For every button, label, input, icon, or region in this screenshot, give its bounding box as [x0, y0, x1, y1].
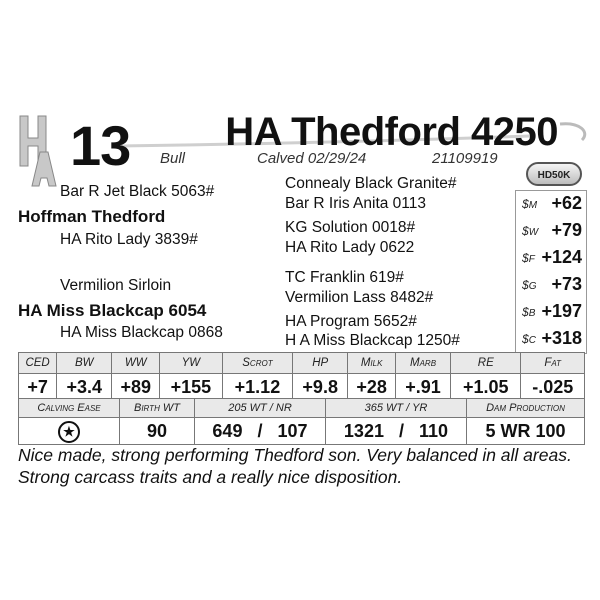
pedigree-right-2: Bar R Iris Anita 0113: [285, 195, 427, 212]
dollar-index-f: $F +124: [522, 247, 582, 267]
epd-value: -.025: [521, 374, 585, 401]
pedigree-right-7: HA Program 5652#: [285, 313, 417, 330]
dollar-index-label: B: [528, 308, 536, 319]
perf-header-205-wt: 205 WT / NR: [195, 399, 326, 418]
epd-table: [18, 352, 585, 401]
epd-header: YW: [160, 353, 223, 374]
nr-value: 107: [277, 420, 308, 441]
yr-value: 110: [419, 420, 449, 441]
sire-name: Hoffman Thedford: [18, 207, 166, 226]
epd-value: +.91: [395, 374, 450, 401]
perf-header-365-wt: 365 WT / YR: [326, 399, 467, 418]
dollar-index-value: +318: [541, 328, 582, 348]
pedigree-right-3: KG Solution 0018#: [285, 219, 416, 236]
dollar-index-label: C: [528, 335, 536, 346]
dollar-index-label: M: [528, 200, 538, 211]
dam-production-value: 5 WR 100: [467, 418, 585, 445]
epd-value: +1.05: [451, 374, 521, 401]
epd-value: +28: [348, 374, 396, 401]
pedigree-right-5: TC Franklin 619#: [285, 269, 404, 286]
epd-value: +89: [112, 374, 160, 401]
epd-value: +7: [19, 374, 57, 401]
epd-header: HP: [293, 353, 348, 374]
sire-sire: Bar R Jet Black 5063#: [60, 183, 215, 200]
wt365-cell: [326, 418, 467, 445]
epd-header: BW: [57, 353, 112, 374]
pedigree-right-1: Connealy Black Granite#: [285, 175, 457, 192]
epd-header: WW: [112, 353, 160, 374]
dollar-index-w: $W +79: [522, 220, 582, 240]
star-circle-icon: ★: [58, 421, 80, 443]
calving-ease-cell: [19, 418, 120, 445]
sex-label: Bull: [160, 150, 186, 167]
dollar-index-c: $C +318: [522, 328, 582, 348]
perf-header-birth-wt: Birth WT: [120, 399, 195, 418]
epd-header: Scrot: [222, 353, 292, 374]
epd-value: +9.8: [293, 374, 348, 401]
dollar-index-value: +197: [541, 301, 582, 321]
pedigree-right-8: H A Miss Blackcap 1250#: [285, 332, 460, 349]
epd-value-row: [19, 374, 585, 401]
pedigree-right-6: Vermilion Lass 8482#: [285, 289, 434, 306]
animal-name: HA Thedford 4250: [225, 110, 558, 154]
dollar-index-m: $M +62: [522, 193, 582, 213]
epd-value: +155: [160, 374, 223, 401]
epd-header-row: [19, 353, 585, 374]
epd-value: +3.4: [57, 374, 112, 401]
dam-dam: HA Miss Blackcap 0868: [60, 324, 223, 341]
dollar-index-value: +79: [551, 220, 582, 240]
dollar-index-label: G: [528, 281, 537, 292]
perf-header-calving-ease: Calving Ease: [19, 399, 120, 418]
sire-dam: HA Rito Lady 3839#: [60, 231, 198, 248]
dollar-index-b: $B +197: [522, 301, 582, 321]
dollar-index-value: +124: [541, 247, 582, 267]
calved-date: Calved 02/29/24: [257, 150, 367, 167]
wt205-value: 649: [212, 420, 243, 441]
dollar-index-label: W: [528, 227, 539, 238]
hd50k-badge: HD50K: [526, 162, 582, 186]
pedigree-right-4: HA Rito Lady 0622: [285, 239, 415, 256]
performance-header-row: [19, 399, 585, 418]
epd-header: Marb: [395, 353, 450, 374]
dollar-index-label: F: [528, 254, 535, 265]
performance-table: [18, 398, 585, 445]
birth-wt-value: 90: [120, 418, 195, 445]
epd-value: +1.12: [222, 374, 292, 401]
wt205-separator: /: [257, 420, 263, 441]
performance-value-row: [19, 418, 585, 445]
dollar-index-value: +73: [551, 274, 582, 294]
epd-header: Milk: [348, 353, 396, 374]
wt365-value: 1321: [343, 420, 384, 441]
perf-header-dam-production: Dam Production: [467, 399, 585, 418]
epd-header: RE: [451, 353, 521, 374]
wt365-separator: /: [398, 420, 404, 441]
dollar-index-panel: [515, 190, 587, 354]
lot-comment: Nice made, strong performing Thedford son. Very balanced in all areas. Strong carcass traits and a really nice disposition.: [18, 445, 572, 487]
dollar-index-value: +62: [551, 193, 582, 213]
dam-name: HA Miss Blackcap 6054: [18, 301, 207, 320]
dam-sire: Vermilion Sirloin: [60, 277, 172, 294]
epd-header: CED: [19, 353, 57, 374]
epd-header: Fat: [521, 353, 585, 374]
dollar-index-g: $G +73: [522, 274, 582, 294]
registration-number: 21109919: [432, 150, 498, 167]
lot-number: 13: [70, 114, 131, 177]
wt205-cell: [195, 418, 326, 445]
